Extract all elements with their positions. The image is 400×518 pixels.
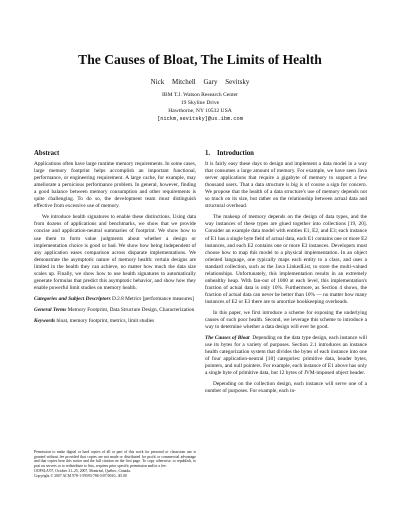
abstract-paragraph-2: We introduce health signatures to enable these distinctions. Using data from dozens of applications and benchmarks, we show that we provide concise and application-neutral summaries of footprint. We show how to use them to form value judgments about whether a design or implementation choice is good or bad. We show how being independent of any application eases comparison across disparate implementations. We demonstrate the asymptotic nature of memory health: certain designs are limited in the health they can achieve, no matter how much the data size scales up. Finally, we show how to use health signatures to automatically generate formulas that predict this asymptotic behavior, and show how they enable powerful limit studies on memory health. xyxy=(34,214,196,291)
keywords-line xyxy=(34,318,196,325)
section-number: 1. xyxy=(205,150,211,157)
affiliation-city: Hawthorne, NY 10532 USA xyxy=(168,108,232,114)
general-terms-label: General Terms xyxy=(34,306,67,313)
intro-paragraph-1: It is fairly easy these days to design and implement a data model in a way that consumes a large amount of memory. For example, we have seen Java server applications that require a gigabyte of memory to support a few thousand users. That a data structure is big is of course a sign for concern. We propose that the health of a data structure's use of memory depends not so much on its size, but rather on the relationship between actual data and structural overhead. xyxy=(205,161,367,210)
categories-label: Categories and Subject Descriptors xyxy=(34,295,111,302)
runin-heading: The Causes of Bloat xyxy=(205,335,250,342)
intro-paragraph-4-text: Depending on the data type design, each instance will use its bytes for a variety of purposes. Section 2.1 introduces an instance health categorization system that divides the bytes of each instance into one of four application-neutral [18] categories: primitive data, header bytes, pointers, and null pointers. For example, each instance of E1 above has only a single byte of primitive data, but 12 bytes of JVM-imposed object header. xyxy=(205,335,367,377)
author-affiliation xyxy=(0,91,400,123)
intro-paragraph-3: In this paper, we first introduce a scheme for exposing the underlying causes of such poor health. Second, we leverage this scheme to introduce a way to determine whether a data design will ever be good. xyxy=(205,309,367,331)
introduction-heading xyxy=(205,150,367,157)
categories-text: D.2.8 Metrics [performance measures] xyxy=(112,295,194,302)
copyright-permission: Permission to make digital or hard copies of all or part of this work for personal or classroom use is granted without fee provided that copies are not made or distributed for profit or commercial advantage and that copies bear this notice and the full citation on the first page. To copy otherwise, to republish, to post on servers or to redistribute to lists, requires prior specific permission and/or a fee. xyxy=(34,450,196,469)
copyright-venue: OOPSLA'07, October 21–25, 2007, Montréal, Québec, Canada. xyxy=(34,468,131,473)
paper-title: The Causes of Bloat, The Limits of Health xyxy=(78,52,322,67)
abstract-paragraph-1: Applications often have large runtime memory requirements. In some cases, large memory footprint helps accomplish an important functional, performance, or engineering requirement. A large cache, for example, may ameliorate a pernicious performance problem. In general, however, finding a good balance between memory consumption and other requirements is quite challenging. To do so, the development team must distinguish effective from excessive use of memory. xyxy=(34,161,196,210)
affiliation-org: IBM T.J. Watson Research Center xyxy=(162,92,238,98)
general-terms-text: Memory Footprint, Data Structure Design, Characterization xyxy=(67,306,195,313)
left-column xyxy=(34,150,196,329)
affiliation-street: 19 Skyline Drive xyxy=(180,100,220,106)
author-email: [nickm,sevitsky]@us.ibm.com xyxy=(157,116,243,122)
keywords-text: bloat, memory footprint, metrics, limit studies xyxy=(56,317,155,324)
intro-paragraph-4 xyxy=(205,335,367,377)
copyright-line: Copyright © 2007 ACM 978-1-59593-786-5/07/0010...$5.00 xyxy=(34,473,127,478)
keywords-label: Keywords xyxy=(34,317,56,324)
abstract-heading: Abstract xyxy=(34,150,60,157)
section-title: Introduction xyxy=(217,150,254,157)
paper-authors: Nick Mitchell Gary Sevitsky xyxy=(150,78,250,86)
categories-line xyxy=(34,296,196,303)
general-terms-line xyxy=(34,307,196,314)
intro-paragraph-5: Depending on the collection design, each instance will serve one of a number of purposes. For example, each in- xyxy=(205,381,367,395)
right-column xyxy=(205,150,367,400)
copyright-notice xyxy=(34,450,196,478)
intro-paragraph-2: The makeup of memory depends on the design of data types, and the way instances of these types are glued together into collections [19, 20]. Consider an example data model with entities E1, E2, and E3; each instance of E1 has a single byte field of actual data, each E1 contains one or more E2 instances, and each E2 contains one or more E3 instances. Developers must choose how to map this model to a physical implementation. In an object oriented language, one typically maps each entity to a class, and uses a standard collection, such as the Java LinkedList, to store the multi-valued relationships. Unfortunately, this implementation results in an extremely unhealthy heap. With fan-out of 1000 at each level, this implementation's fraction of actual data is only 10%. Furthermore, as Section 4 shows, the fraction of actual data can never be better than 10% — no matter how many instances of E2 or E3 there are to amortize bookkeeping overheads. xyxy=(205,214,367,305)
